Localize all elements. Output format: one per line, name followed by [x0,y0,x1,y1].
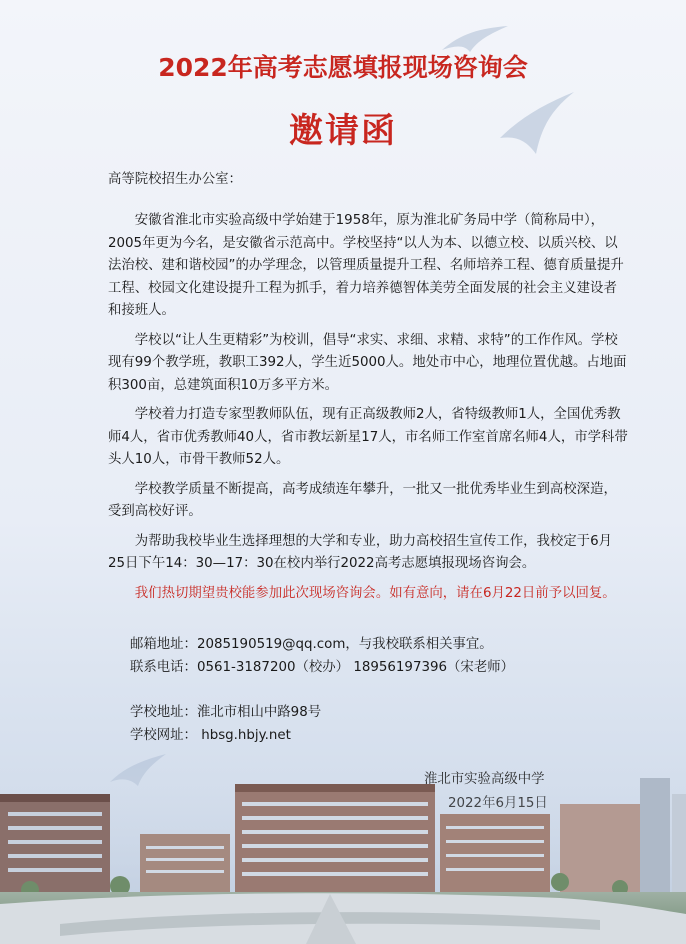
contact-block [130,634,514,679]
paragraph: 为帮助我校毕业生选择理想的大学和专业，助力高校招生宣传工作，我校定于6月25日下午14：30—17：30在校内举行2022高考志愿填报现场咨询会。 [108,533,612,571]
email-line: 邮箱地址：2085190519@qq.com，与我校联系相关事宜。 [130,637,493,652]
paragraph: 学校教学质量不断提高，高考成绩连年攀升，一批又一批优秀毕业生到高校深造，受到高校好评。 [108,481,617,519]
website-line: 学校网址： hbsg.hbjy.net [130,727,291,743]
invitation-paragraph: 我们热切期望贵校能参加此次现场咨询会。如有意向，请在6月22日前予以回复。 [134,585,616,601]
page-subtitle: 邀请函 [289,111,397,151]
address-block [130,702,321,747]
page-title: 2022年高考志愿填报现场咨询会 [158,53,528,82]
paragraph: 学校着力打造专家型教师队伍，现有正高级教师2人，省特级教师1人，全国优秀教师4人，省市优秀教师40人，省市教坛新星17人，市名师工作室首席名师4人，市学科带头人10人，市骨干教师52人。 [108,407,628,467]
paragraph: 安徽省淮北市实验高级中学始建于1958年，原为淮北矿务局中学（简称局中），2005年更为今名，是安徽省示范高中。学校坚持“以人为本、以德立校、以质兴校、以法治校、建和谐校园”的办学理念，以管理质量提升工程、名师培养工程、德育质量提升工程、校园文化建设提升工程为抓手，着力培养德智体美劳全面发展的社会主义建设者和接班人。 [108,213,624,318]
salutation: 高等院校招生办公室： [108,172,242,187]
campus-illustration [0,764,686,944]
paragraph: 学校以“让人生更精彩”为校训，倡导“求实、求细、求精、求特”的工作作风。学校现有99个教学班，教职工392人，学生近5000人。地处市中心，地理位置优越。占地面积300亩，总建筑面积10万多平方米。 [108,332,627,393]
address-line: 学校地址：淮北市相山中路98号 [130,705,322,720]
phone-line: 联系电话：0561-3187200（校办） 18956197396（宋老师） [130,659,514,675]
letter-body [108,210,628,612]
